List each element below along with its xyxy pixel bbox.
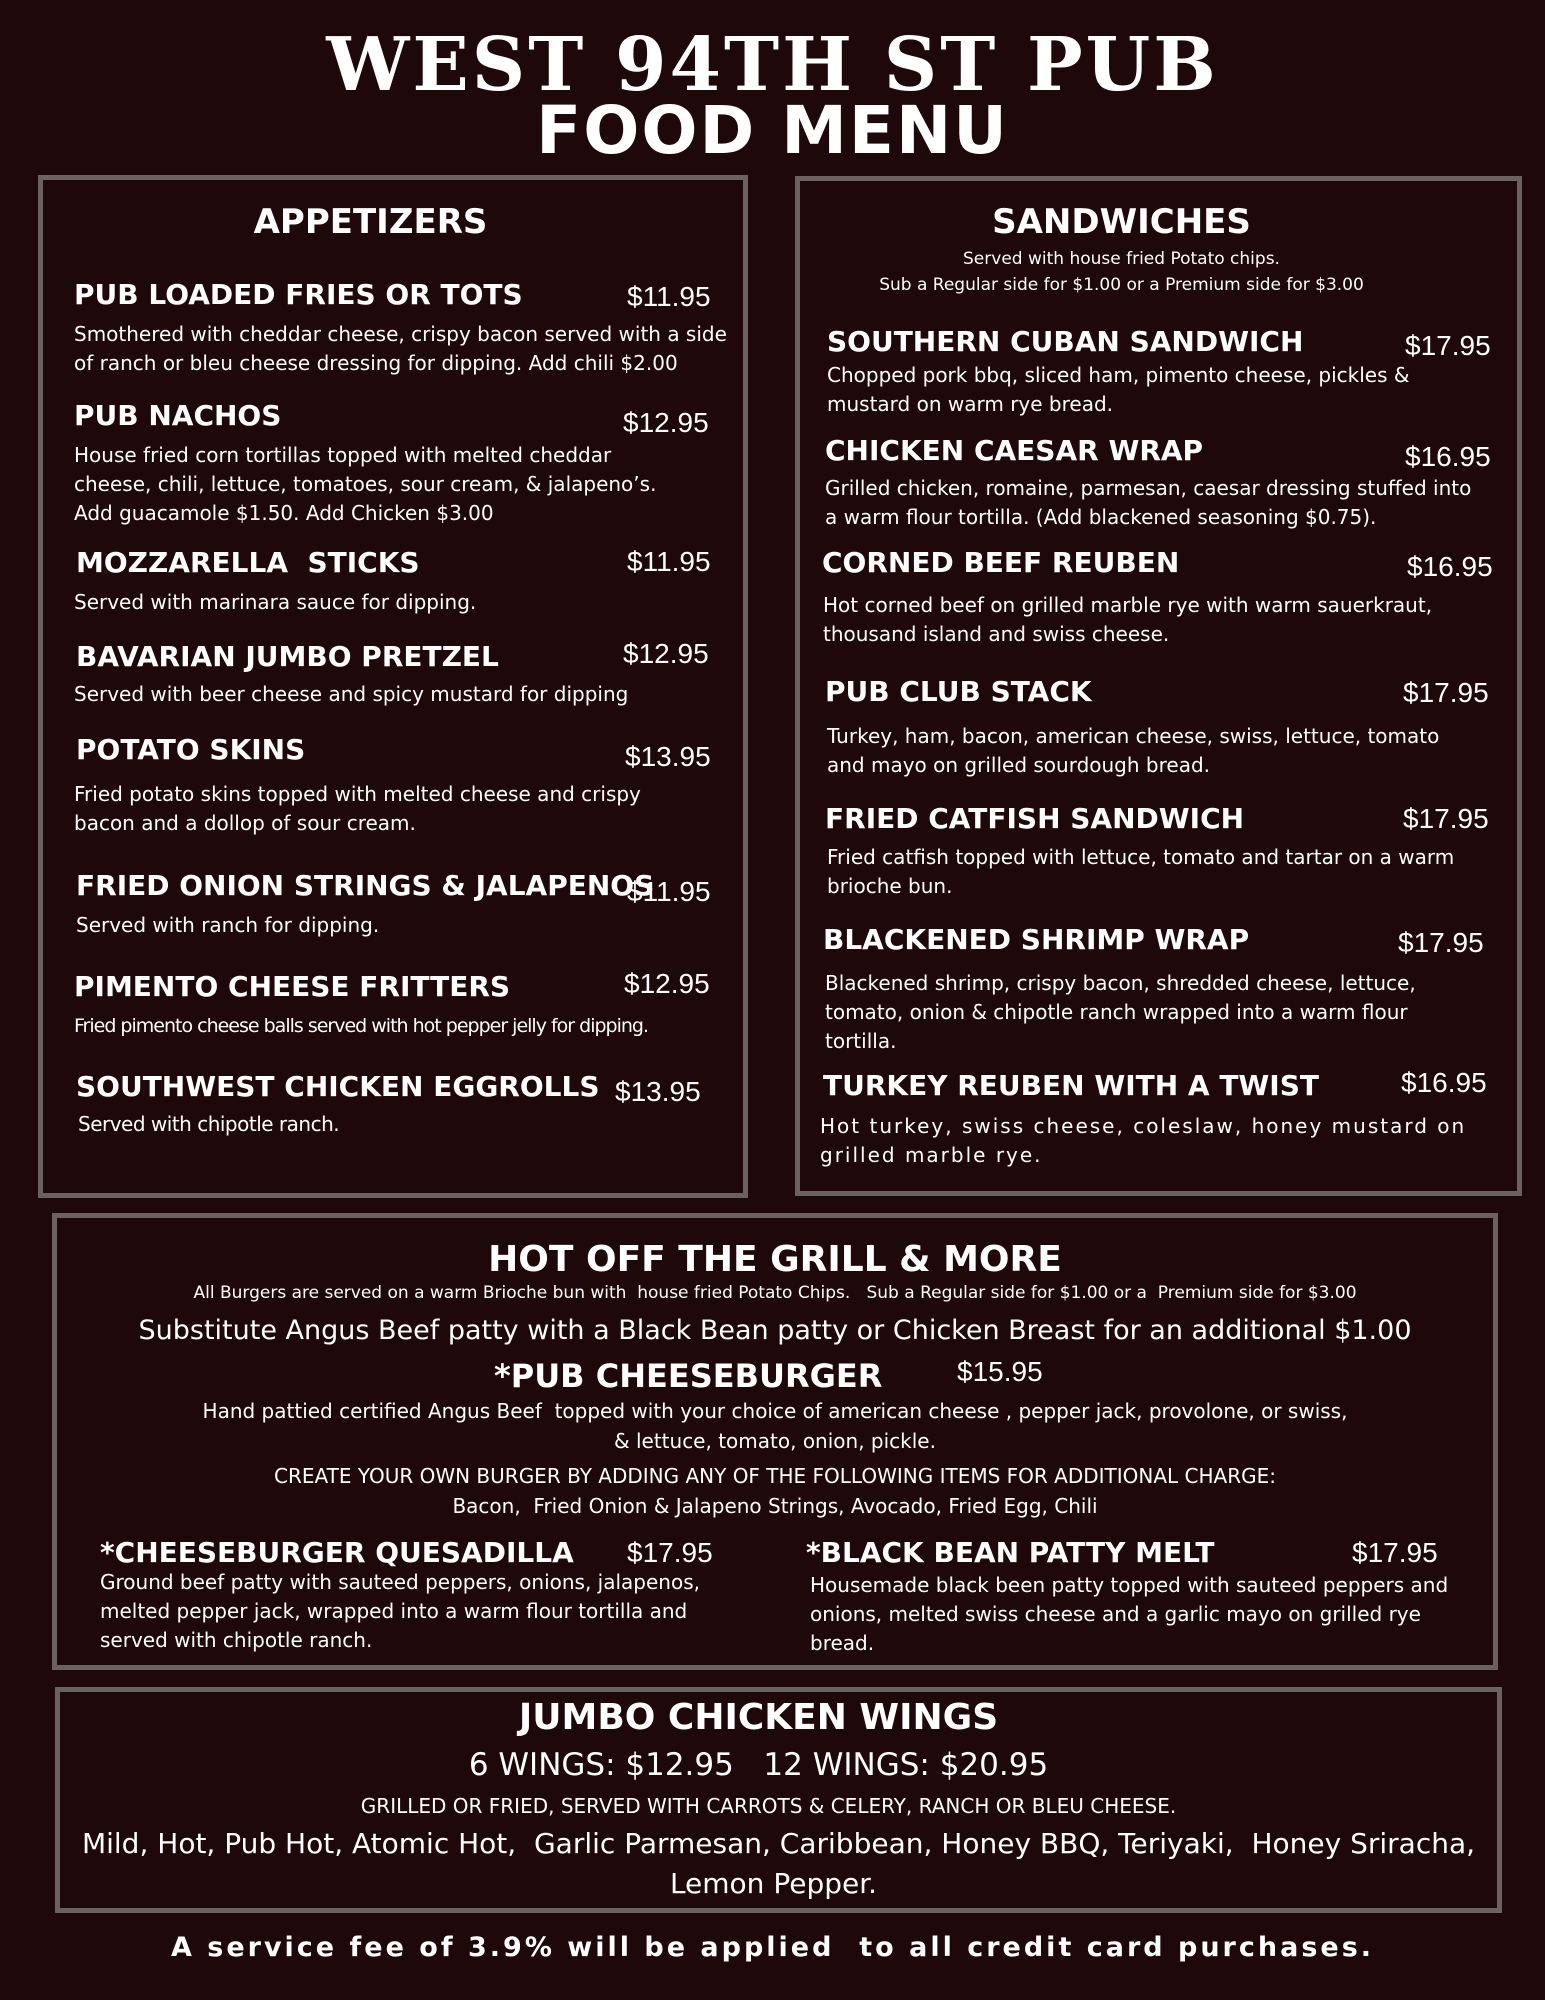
item-description: Grilled chicken, romaine, parmesan, caesar dressing stuffed into a warm flour tortilla. (Add blackened seasoning $0.75). <box>825 476 1472 529</box>
item-price: $15.95 <box>957 1356 1043 1387</box>
item-name: *CHEESEBURGER QUESADILLA <box>100 1536 574 1569</box>
item-name: SOUTHERN CUBAN SANDWICH <box>827 325 1304 358</box>
restaurant-title: WEST 94TH ST PUB <box>326 22 1219 108</box>
item-description: Served with beer cheese and spicy mustard for dipping <box>74 682 629 706</box>
item-name: MOZZARELLA STICKS <box>76 546 420 579</box>
item-price: $12.95 <box>624 968 710 999</box>
item-description: Hand pattied certified Angus Beef topped with your choice of american cheese , pepper jack, provolone, or swiss, <box>202 1399 1348 1423</box>
item-description: House fried corn tortillas topped with melted cheddar cheese, chili, lettuce, tomatoes, sour cream, & jalapeno’s. Add guacamole $1.50. Add Chicken $3.00 <box>74 443 657 525</box>
item-name: FRIED ONION STRINGS & JALAPENOS <box>76 869 655 902</box>
item-price: $11.95 <box>627 876 711 907</box>
item-description: Hot corned beef on grilled marble rye with warm sauerkraut, thousand island and swiss cheese. <box>823 593 1433 646</box>
service-fee-note: A service fee of 3.9% will be applied to all credit card purchases. <box>170 1932 1375 1963</box>
item-name: POTATO SKINS <box>76 733 306 766</box>
grill-substitute-note: Substitute Angus Beef patty with a Black Bean patty or Chicken Breast for an additional $1.00 <box>138 1315 1412 1346</box>
item-name: PUB NACHOS <box>74 399 282 432</box>
item-description: Housemade black been patty topped with sauteed peppers and onions, melted swiss cheese and a garlic mayo on grilled rye bread. <box>810 1573 1449 1655</box>
item-price: $16.95 <box>1405 441 1491 472</box>
wings-flavors: Lemon Pepper. <box>669 1867 878 1900</box>
sandwiches-note: Served with house fried Potato chips. <box>963 249 1280 269</box>
create-your-own-note: CREATE YOUR OWN BURGER BY ADDING ANY OF THE FOLLOWING ITEMS FOR ADDITIONAL CHARGE: <box>274 1464 1276 1488</box>
item-name: BLACKENED SHRIMP WRAP <box>823 923 1250 956</box>
item-description: Served with chipotle ranch. <box>78 1112 340 1136</box>
item-name: PUB CLUB STACK <box>825 675 1092 708</box>
wings-title: JUMBO CHICKEN WINGS <box>518 1697 999 1738</box>
item-price: $17.95 <box>627 1537 713 1568</box>
item-name: TURKEY REUBEN WITH A TWIST <box>823 1069 1319 1102</box>
burger-addons-list: Bacon, Fried Onion & Jalapeno Strings, Avocado, Fried Egg, Chili <box>452 1494 1098 1518</box>
item-name: CHICKEN CAESAR WRAP <box>825 434 1204 467</box>
item-description: Smothered with cheddar cheese, crispy bacon served with a side of ranch or bleu cheese dressing for dipping. Add chili $2.00 <box>74 322 727 375</box>
item-name: *BLACK BEAN PATTY MELT <box>806 1536 1215 1569</box>
item-price: $12.95 <box>623 407 709 438</box>
item-description: Hot turkey, swiss cheese, coleslaw, honey mustard on grilled marble rye. <box>820 1114 1467 1167</box>
item-description: Turkey, ham, bacon, american cheese, swiss, lettuce, tomato and mayo on grilled sourdough bread. <box>827 724 1440 777</box>
item-price: $12.95 <box>623 638 709 669</box>
grill-title: HOT OFF THE GRILL & MORE <box>488 1239 1062 1280</box>
item-description: Blackened shrimp, crispy bacon, shredded cheese, lettuce, tomato, onion & chipotle ranch wrapped into a warm flour tortilla. <box>825 971 1416 1053</box>
item-price: $13.95 <box>615 1076 701 1107</box>
item-description: Fried catfish topped with lettuce, tomato and tartar on a warm brioche bun. <box>827 845 1455 898</box>
item-name: SOUTHWEST CHICKEN EGGROLLS <box>76 1070 600 1103</box>
item-description: Served with ranch for dipping. <box>76 913 380 937</box>
item-description: Chopped pork bbq, sliced ham, pimento cheese, pickles & mustard on warm rye bread. <box>827 363 1410 416</box>
item-name: FRIED CATFISH SANDWICH <box>825 802 1245 835</box>
item-price: $16.95 <box>1401 1067 1487 1098</box>
wings-note: GRILLED OR FRIED, SERVED WITH CARROTS & CELERY, RANCH OR BLEU CHEESE. <box>360 1794 1177 1818</box>
item-description: Fried pimento cheese balls served with hot pepper jelly for dipping. <box>74 1015 649 1037</box>
sandwiches-title: SANDWICHES <box>992 202 1251 242</box>
item-price: $17.95 <box>1403 677 1489 708</box>
appetizers-title: APPETIZERS <box>253 202 488 242</box>
item-price: $17.95 <box>1352 1537 1438 1568</box>
wings-prices: 6 WINGS: $12.95 12 WINGS: $20.95 <box>468 1747 1049 1783</box>
item-name: PUB LOADED FRIES OR TOTS <box>74 278 523 311</box>
item-name: *PUB CHEESEBURGER <box>494 1357 883 1395</box>
item-price: $11.95 <box>627 546 711 577</box>
wings-flavors: Mild, Hot, Pub Hot, Atomic Hot, Garlic Parmesan, Caribbean, Honey BBQ, Teriyaki, Honey Sriracha, <box>81 1827 1476 1860</box>
item-price: $17.95 <box>1398 927 1484 958</box>
item-price: $17.95 <box>1405 330 1491 361</box>
grill-note: All Burgers are served on a warm Brioche bun with house fried Potato Chips. Sub a Regular side for $1.00 or a Premium side for $3.00 <box>193 1283 1357 1303</box>
item-description: Fried potato skins topped with melted cheese and crispy bacon and a dollop of sour cream. <box>74 782 641 835</box>
item-name: PIMENTO CHEESE FRITTERS <box>74 970 511 1003</box>
item-price: $17.95 <box>1403 803 1489 834</box>
menu-title: FOOD MENU <box>536 92 1009 169</box>
item-description: & lettuce, tomato, onion, pickle. <box>614 1429 936 1453</box>
item-name: BAVARIAN JUMBO PRETZEL <box>76 640 499 673</box>
item-price: $11.95 <box>627 281 711 312</box>
item-price: $13.95 <box>625 741 711 772</box>
item-description: Ground beef patty with sauteed peppers, onions, jalapenos, melted pepper jack, wrapped into a warm flour tortilla and served with chipotle ranch. <box>100 1570 700 1652</box>
sandwiches-side-note: Sub a Regular side for $1.00 or a Premium side for $3.00 <box>879 275 1364 295</box>
item-price: $16.95 <box>1407 551 1493 582</box>
item-description: Served with marinara sauce for dipping. <box>74 590 477 614</box>
item-name: CORNED BEEF REUBEN <box>822 546 1180 579</box>
